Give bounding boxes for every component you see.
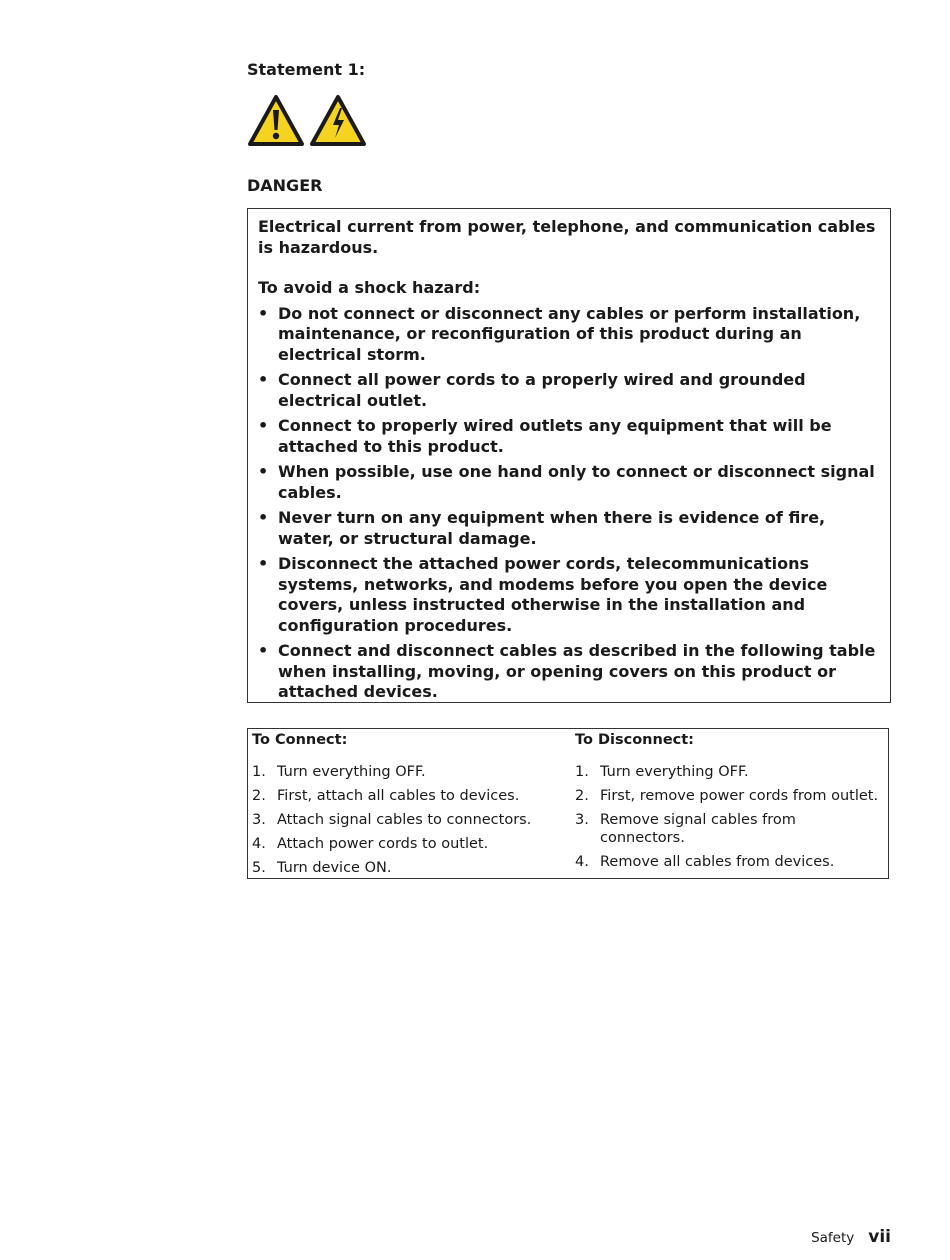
connect-column (252, 729, 570, 883)
electrical-hazard-icon (309, 94, 367, 148)
list-item: 2. First, attach all cables to devices. (252, 788, 520, 804)
page-number: vii (868, 1227, 891, 1247)
connect-steps (252, 763, 570, 877)
list-item: 1. Turn everything OFF. (575, 764, 749, 780)
disconnect-steps (575, 763, 885, 871)
list-item: • Connect all power cords to a properly wired and grounded electrical outlet. (258, 370, 806, 410)
warning-icon (247, 94, 305, 148)
list-item: 2. First, remove power cords from outlet. (575, 788, 879, 804)
list-item: 1. Turn everything OFF. (252, 764, 426, 780)
page-footer (811, 1227, 891, 1247)
connect-disconnect-table (247, 728, 889, 879)
list-item: • Connect to properly wired outlets any equipment that will be attached to this product. (258, 416, 832, 456)
list-item: 3. Remove signal cables from connectors. (575, 812, 796, 846)
list-item: • Connect and disconnect cables as described in the following table when installing, moving, or opening covers on this product or attached devices. (258, 641, 876, 701)
list-item: • When possible, use one hand only to connect or disconnect signal cables. (258, 462, 875, 502)
danger-bullet-list (258, 304, 880, 703)
connect-header: To Connect: (252, 732, 348, 748)
list-item: 4. Remove all cables from devices. (575, 854, 835, 870)
list-item: 4. Attach power cords to outlet. (252, 836, 489, 852)
hazard-icons (247, 94, 371, 148)
statement-title: Statement 1: (247, 60, 366, 79)
list-item: • Never turn on any equipment when there is evidence of fire, water, or structural damage. (258, 508, 826, 548)
danger-box (247, 208, 891, 703)
disconnect-column (575, 729, 885, 877)
footer-section: Safety (811, 1230, 855, 1246)
list-item: 3. Attach signal cables to connectors. (252, 812, 532, 828)
danger-avoid-heading: To avoid a shock hazard: (258, 278, 481, 297)
danger-intro: Electrical current from power, telephone, and communication cables is hazardous. (258, 217, 876, 257)
list-item: • Disconnect the attached power cords, telecommunications systems, networks, and modems before you open the device covers, unless instructed otherwise in the installation and configuration procedures. (258, 554, 828, 635)
list-item: 5. Turn device ON. (252, 860, 392, 876)
list-item: • Do not connect or disconnect any cables or perform installation, maintenance, or reconfiguration of this product during an electrical storm. (258, 303, 861, 364)
danger-label: DANGER (247, 176, 323, 195)
disconnect-header: To Disconnect: (575, 732, 694, 748)
